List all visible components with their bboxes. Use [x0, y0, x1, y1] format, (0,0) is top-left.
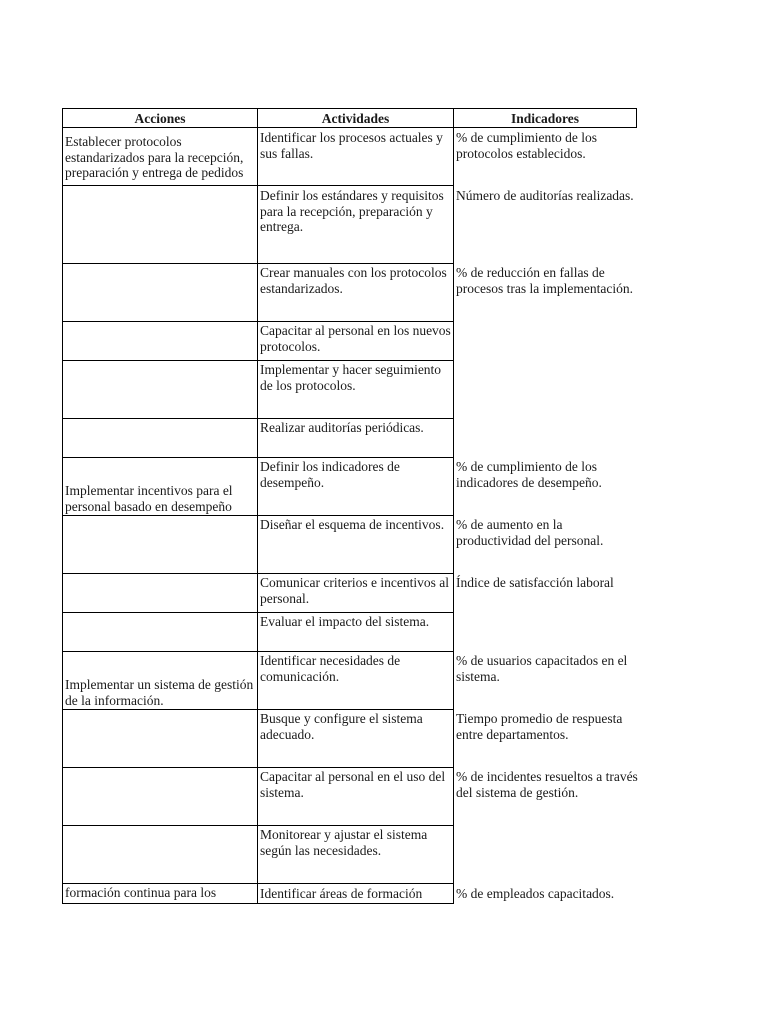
accion-cell: Implementar un sistema de gestión de la información.: [65, 677, 254, 708]
actividad-cell: Definir los indicadores de desempeño.: [260, 459, 400, 490]
grid-line: [62, 185, 454, 186]
actividad-cell: Busque y configure el sistema adecuado.: [260, 711, 423, 742]
accion-cell-text: formación continua para los: [65, 885, 217, 900]
actividad-cell: Comunicar criterios e incentivos al personal.: [260, 575, 449, 606]
column-header-indicadores: Indicadores: [510, 111, 579, 126]
actividad-cell: Monitorear y ajustar el sistema según las necesidades.: [260, 827, 428, 858]
indicador-cell: % de cumplimiento de los protocolos establecidos.: [456, 130, 597, 161]
actividad-cell: Capacitar al personal en el uso del sistema.: [260, 769, 446, 800]
indicador-cell: Tiempo promedio de respuesta entre departamentos.: [456, 711, 623, 742]
accion-cell: Establecer protocolos estandarizados para la recepción, preparación y entrega de pedidos: [65, 134, 244, 180]
indicador-cell: % de cumplimiento de los indicadores de desempeño.: [456, 459, 602, 490]
indicador-cell: % de empleados capacitados.: [456, 886, 615, 901]
actividad-cell: Identificar los procesos actuales y sus fallas.: [260, 130, 443, 161]
accion-cell-partial: [63, 867, 257, 903]
actividad-cell: Implementar y hacer seguimiento de los protocolos.: [260, 362, 442, 393]
actividad-cell: Definir los estándares y requisitos para la recepción, preparación y entrega.: [260, 188, 444, 234]
actividad-cell: Identificar áreas de formación: [260, 886, 423, 901]
actividad-cell: Crear manuales con los protocolos estandarizados.: [260, 265, 447, 296]
indicador-cell: % de usuarios capacitados en el sistema.: [456, 653, 628, 684]
grid-line: [62, 903, 454, 904]
indicador-cell: Índice de satisfacción laboral: [456, 575, 614, 590]
indicador-cell: % de aumento en la productividad del personal.: [456, 517, 604, 548]
actividad-cell: Capacitar al personal en los nuevos protocolos.: [260, 323, 451, 354]
indicador-cell: Número de auditorías realizadas.: [456, 188, 634, 203]
indicador-cell: % de reducción en fallas de procesos tras la implementación.: [456, 265, 633, 296]
actividad-cell: Identificar necesidades de comunicación.: [260, 653, 401, 684]
indicador-cell: % de incidentes resueltos a través del sistema de gestión.: [456, 769, 638, 800]
grid-line: [62, 127, 637, 128]
accion-cell: Implementar incentivos para el personal basado en desempeño: [65, 483, 233, 514]
actividad-cell: Diseñar el esquema de incentivos.: [260, 517, 445, 532]
grid-line: [636, 108, 637, 128]
actividad-cell: Evaluar el impacto del sistema.: [260, 614, 430, 629]
actividad-cell: Realizar auditorías periódicas.: [260, 420, 424, 435]
column-header-actividades: Actividades: [321, 111, 390, 126]
column-header-acciones: Acciones: [134, 111, 186, 126]
